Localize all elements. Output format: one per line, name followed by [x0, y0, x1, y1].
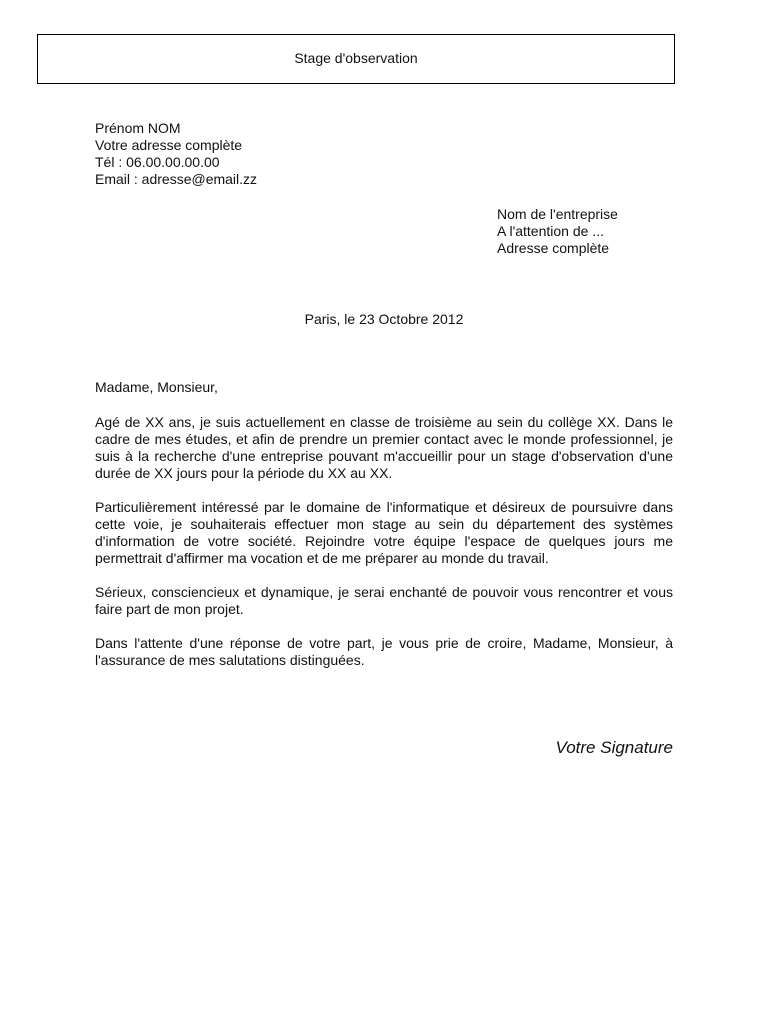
body-paragraph: Agé de XX ans, je suis actuellement en classe de troisième au sein du collège XX. Dans le cadre de mes études, et afin de prendre un premier contact avec le monde professionnel, je suis à la recherche d'une entreprise pouvant m'accueillir pour un stage d'observation d'une durée de XX jours pour la période du XX au XX. — [95, 414, 673, 481]
signature: Votre Signature — [555, 738, 673, 757]
letter-body — [95, 414, 673, 686]
sender-phone: Tél : 06.00.00.00.00 — [95, 154, 220, 170]
body-paragraph: Dans l'attente d'une réponse de votre part, je vous prie de croire, Madame, Monsieur, à l'assurance de mes salutations distinguées. — [95, 635, 673, 668]
letter-greeting: Madame, Monsieur, — [95, 379, 218, 395]
sender-address: Votre adresse complète — [95, 137, 243, 153]
sender-email: Email : adresse@email.zz — [95, 171, 258, 187]
sender-name: Prénom NOM — [95, 120, 181, 136]
title-box — [37, 34, 675, 84]
recipient-address: Adresse complète — [497, 240, 610, 256]
document-title: Stage d'observation — [294, 49, 418, 66]
body-paragraph: Sérieux, consciencieux et dynamique, je serai enchanté de pouvoir vous rencontrer et vous faire part de mon projet. — [95, 584, 673, 617]
body-paragraph: Particulièrement intéressé par le domaine de l'informatique et désireux de poursuivre dans cette voie, je souhaiterais effectuer mon stage au sein du département des systèmes d'information de votre société. Rejoindre votre équipe l'espace de quelques jours me permettrait d'affirmer ma vocation et de me préparer au monde du travail. — [95, 499, 673, 566]
recipient-block — [497, 206, 697, 257]
recipient-company: Nom de l'entreprise — [497, 206, 618, 222]
sender-block — [95, 120, 395, 188]
recipient-attention: A l'attention de ... — [497, 223, 604, 239]
letter-date: Paris, le 23 Octobre 2012 — [304, 311, 464, 327]
